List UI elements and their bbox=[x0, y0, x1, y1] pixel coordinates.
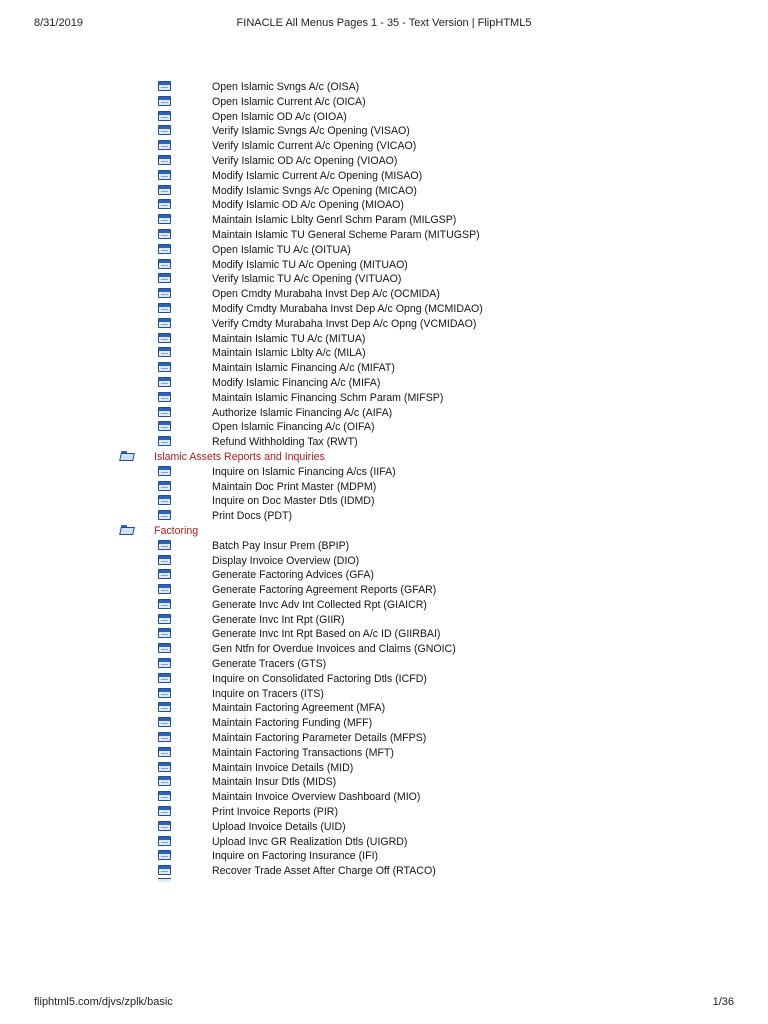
menu-item[interactable] bbox=[0, 272, 768, 287]
window-icon bbox=[158, 865, 171, 875]
menu-item-label: Maintain Invoice Overview Dashboard (MIO) bbox=[212, 791, 421, 804]
menu-item-label: Inquire on Doc Master Dtls (IDMD) bbox=[212, 495, 375, 508]
window-icon bbox=[158, 111, 171, 121]
window-icon bbox=[158, 436, 171, 446]
window-icon bbox=[158, 288, 171, 298]
menu-item-label: Maintain Islamic TU A/c (MITUA) bbox=[212, 332, 366, 345]
page-title: FINACLE All Menus Pages 1 - 35 - Text Version | FlipHTML5 bbox=[236, 17, 532, 29]
window-icon bbox=[158, 125, 171, 135]
menu-item[interactable] bbox=[0, 124, 768, 139]
window-icon bbox=[158, 214, 171, 224]
menu-item-label: Verify Islamic TU A/c Opening (VITUAO) bbox=[212, 273, 402, 286]
menu-item[interactable] bbox=[0, 687, 768, 702]
menu-item[interactable] bbox=[0, 80, 768, 95]
menu-item[interactable] bbox=[0, 154, 768, 169]
menu-item[interactable] bbox=[0, 554, 768, 569]
window-icon bbox=[158, 362, 171, 372]
window-icon bbox=[158, 421, 171, 431]
window-icon bbox=[158, 762, 171, 772]
menu-item[interactable] bbox=[0, 169, 768, 184]
menu-item[interactable] bbox=[0, 805, 768, 820]
menu-item[interactable] bbox=[0, 701, 768, 716]
menu-item[interactable] bbox=[0, 657, 768, 672]
menu-item[interactable] bbox=[0, 243, 768, 258]
menu-item[interactable] bbox=[0, 761, 768, 776]
window-icon bbox=[158, 658, 171, 668]
menu-item-label: Generate Factoring Advices (GFA) bbox=[212, 569, 374, 582]
window-icon bbox=[158, 185, 171, 195]
menu-item[interactable] bbox=[0, 716, 768, 731]
menu-item-label: Maintain Insur Dtls (MIDS) bbox=[212, 776, 337, 789]
window-icon bbox=[158, 821, 171, 831]
window-icon bbox=[158, 407, 171, 417]
menu-item-label: Verify Cmdty Murabaha Invst Dep A/c Opng (VCMIDAO) bbox=[212, 317, 477, 330]
window-icon bbox=[158, 392, 171, 402]
window-icon bbox=[158, 259, 171, 269]
menu-item-label: Inquire on Islamic Financing A/cs (IIFA) bbox=[212, 465, 396, 478]
window-icon bbox=[158, 229, 171, 239]
footer-url: fliphtml5.com/djvs/zplk/basic bbox=[34, 996, 173, 1008]
menu-item-label: Generate Tracers (GTS) bbox=[212, 658, 327, 671]
menu-item[interactable] bbox=[0, 820, 768, 835]
window-icon bbox=[158, 510, 171, 520]
window-icon bbox=[158, 791, 171, 801]
window-icon bbox=[158, 318, 171, 328]
menu-item[interactable] bbox=[0, 509, 768, 524]
window-icon bbox=[158, 747, 171, 757]
window-icon bbox=[158, 495, 171, 505]
window-icon bbox=[158, 643, 171, 653]
menu-item-label: Authorize Islamic Financing A/c (AIFA) bbox=[212, 406, 393, 419]
window-icon bbox=[158, 244, 171, 254]
menu-item-label: Maintain Factoring Transactions (MFT) bbox=[212, 746, 394, 759]
menu-item-label: Print Invoice Reports (PIR) bbox=[212, 806, 338, 819]
menu-item[interactable] bbox=[0, 539, 768, 554]
menu-item[interactable] bbox=[0, 406, 768, 421]
menu-item-label: Open Islamic Current A/c (OICA) bbox=[212, 95, 366, 108]
window-icon bbox=[158, 569, 171, 579]
menu-item-label: Open Cmdty Murabaha Invst Dep A/c (OCMIDA) bbox=[212, 288, 440, 301]
menu-item[interactable] bbox=[0, 228, 768, 243]
menu-item[interactable] bbox=[0, 775, 768, 790]
menu-item-label: Maintain Doc Print Master (MDPM) bbox=[212, 480, 377, 493]
menu-item-label: Gen Ntfn for Overdue Invoices and Claims (GNOIC) bbox=[212, 643, 456, 656]
menu-item-label: Verify Islamic Svngs A/c Opening (VISAO) bbox=[212, 125, 410, 138]
menu-item[interactable] bbox=[0, 627, 768, 642]
menu-item[interactable] bbox=[0, 317, 768, 332]
menu-item-label: Upload Invoice Details (UID) bbox=[212, 820, 346, 833]
menu-item-label: Modify Islamic Svngs A/c Opening (MICAO) bbox=[212, 184, 417, 197]
window-icon bbox=[158, 303, 171, 313]
menu-item[interactable] bbox=[0, 213, 768, 228]
menu-item[interactable] bbox=[0, 790, 768, 805]
menu-item[interactable] bbox=[0, 746, 768, 761]
menu-item-label: Generate Invc Adv Int Collected Rpt (GIAICR) bbox=[212, 598, 427, 611]
menu-item-label: Modify Cmdty Murabaha Invst Dep A/c Opng (MCMIDAO) bbox=[212, 302, 483, 315]
menu-item-label: Generate Invc Int Rpt Based on A/c ID (GIIRBAI) bbox=[212, 628, 441, 641]
menu-item-label: Verify Islamic OD A/c Opening (VIOAO) bbox=[212, 154, 398, 167]
menu-item-label: Verify Islamic Current A/c Opening (VICAO) bbox=[212, 140, 417, 153]
menu-item[interactable] bbox=[0, 583, 768, 598]
menu-item-label: Open Islamic Financing A/c (OIFA) bbox=[212, 421, 375, 434]
window-icon bbox=[158, 96, 171, 106]
menu-item-label: Upload Invc GR Realization Dtls (UIGRD) bbox=[212, 835, 408, 848]
window-icon bbox=[158, 717, 171, 727]
menu-item[interactable] bbox=[0, 184, 768, 199]
menu-item-label: Print Docs (PDT) bbox=[212, 510, 293, 523]
menu-item-label: Recover Trade Asset After Charge Off (RTACO) bbox=[212, 865, 436, 878]
window-icon bbox=[158, 540, 171, 550]
window-icon bbox=[158, 836, 171, 846]
window-icon bbox=[158, 555, 171, 565]
menu-item[interactable] bbox=[0, 287, 768, 302]
menu-item[interactable] bbox=[0, 332, 768, 347]
menu-item-label: Generate Invc Int Rpt (GIIR) bbox=[212, 613, 345, 626]
partial-window-icon bbox=[158, 878, 171, 882]
menu-item[interactable] bbox=[0, 864, 768, 879]
window-icon bbox=[158, 584, 171, 594]
window-icon bbox=[158, 776, 171, 786]
window-icon bbox=[158, 347, 171, 357]
menu-item[interactable] bbox=[0, 391, 768, 406]
menu-item[interactable] bbox=[0, 642, 768, 657]
menu-item-label: Maintain Invoice Details (MID) bbox=[212, 761, 354, 774]
menu-item[interactable] bbox=[0, 435, 768, 450]
menu-folder-label: Factoring bbox=[154, 524, 199, 537]
menu-item[interactable] bbox=[0, 465, 768, 480]
window-icon bbox=[158, 850, 171, 860]
window-icon bbox=[158, 199, 171, 209]
menu-item[interactable] bbox=[0, 731, 768, 746]
menu-item-label: Batch Pay Insur Prem (BPIP) bbox=[212, 539, 350, 552]
window-icon bbox=[158, 81, 171, 91]
window-icon bbox=[158, 702, 171, 712]
window-icon bbox=[158, 273, 171, 283]
menu-item-label: Open Islamic TU A/c (OITUA) bbox=[212, 243, 351, 256]
menu-item-label: Inquire on Factoring Insurance (IFI) bbox=[212, 850, 379, 863]
menu-item-label: Inquire on Consolidated Factoring Dtls (ICFD) bbox=[212, 672, 427, 685]
menu-item-label: Open Islamic Svngs A/c (OISA) bbox=[212, 81, 360, 93]
menu-folder[interactable] bbox=[0, 450, 768, 465]
window-icon bbox=[158, 806, 171, 816]
menu-item[interactable] bbox=[0, 420, 768, 435]
window-icon bbox=[158, 140, 171, 150]
menu-item-label: Display Invoice Overview (DIO) bbox=[212, 554, 360, 567]
menu-item-label: Open Islamic OD A/c (OIOA) bbox=[212, 110, 347, 123]
window-icon bbox=[158, 333, 171, 343]
menu-folder[interactable] bbox=[0, 524, 768, 539]
window-icon bbox=[158, 732, 171, 742]
menu-item[interactable] bbox=[0, 346, 768, 361]
window-icon bbox=[158, 599, 171, 609]
menu-item-label: Maintain Islamic Lblty Genrl Schm Param (MILGSP) bbox=[212, 214, 457, 227]
window-icon bbox=[158, 481, 171, 491]
window-icon bbox=[158, 673, 171, 683]
menu-item-label: Maintain Factoring Agreement (MFA) bbox=[212, 702, 386, 715]
menu-tree bbox=[0, 80, 768, 879]
page-number: 1/36 bbox=[712, 996, 734, 1008]
menu-item[interactable] bbox=[0, 494, 768, 509]
window-icon bbox=[158, 466, 171, 476]
menu-item[interactable] bbox=[0, 835, 768, 850]
menu-item-label: Maintain Islamic Lblty A/c (MILA) bbox=[212, 347, 366, 360]
menu-item[interactable] bbox=[0, 198, 768, 213]
window-icon bbox=[158, 628, 171, 638]
window-icon bbox=[158, 155, 171, 165]
menu-item[interactable] bbox=[0, 258, 768, 273]
menu-item-label: Maintain Factoring Parameter Details (MFPS) bbox=[212, 732, 427, 745]
menu-item-label: Maintain Islamic Financing Schm Param (MIFSP) bbox=[212, 391, 444, 404]
menu-item-label: Modify Islamic Financing A/c (MIFA) bbox=[212, 376, 381, 389]
menu-item[interactable] bbox=[0, 361, 768, 376]
menu-item-label: Maintain Islamic TU General Scheme Param (MITUGSP) bbox=[212, 228, 480, 241]
open-folder-icon bbox=[120, 451, 135, 462]
window-icon bbox=[158, 614, 171, 624]
menu-item[interactable] bbox=[0, 849, 768, 864]
menu-item[interactable] bbox=[0, 302, 768, 317]
menu-item-label: Modify Islamic OD A/c Opening (MIOAO) bbox=[212, 199, 404, 212]
menu-folder-label: Islamic Assets Reports and Inquiries bbox=[154, 450, 325, 463]
window-icon bbox=[158, 377, 171, 387]
menu-item-label: Modify Islamic TU A/c Opening (MITUAO) bbox=[212, 258, 408, 271]
menu-item-label: Maintain Factoring Funding (MFF) bbox=[212, 717, 373, 730]
menu-item[interactable] bbox=[0, 376, 768, 391]
menu-item[interactable] bbox=[0, 672, 768, 687]
menu-item-label: Inquire on Tracers (ITS) bbox=[212, 687, 324, 700]
menu-item[interactable] bbox=[0, 613, 768, 628]
menu-item[interactable] bbox=[0, 95, 768, 110]
print-date: 8/31/2019 bbox=[34, 17, 83, 29]
menu-item-label: Generate Factoring Agreement Reports (GFAR) bbox=[212, 584, 437, 597]
window-icon bbox=[158, 170, 171, 180]
open-folder-icon bbox=[120, 525, 135, 536]
menu-item[interactable] bbox=[0, 139, 768, 154]
menu-item[interactable] bbox=[0, 480, 768, 495]
window-icon bbox=[158, 688, 171, 698]
menu-item[interactable] bbox=[0, 568, 768, 583]
menu-item[interactable] bbox=[0, 110, 768, 125]
menu-item-label: Maintain Islamic Financing A/c (MIFAT) bbox=[212, 362, 395, 375]
menu-item[interactable] bbox=[0, 598, 768, 613]
menu-item-label: Modify Islamic Current A/c Opening (MISAO) bbox=[212, 169, 423, 182]
menu-item-label: Refund Withholding Tax (RWT) bbox=[212, 436, 358, 449]
